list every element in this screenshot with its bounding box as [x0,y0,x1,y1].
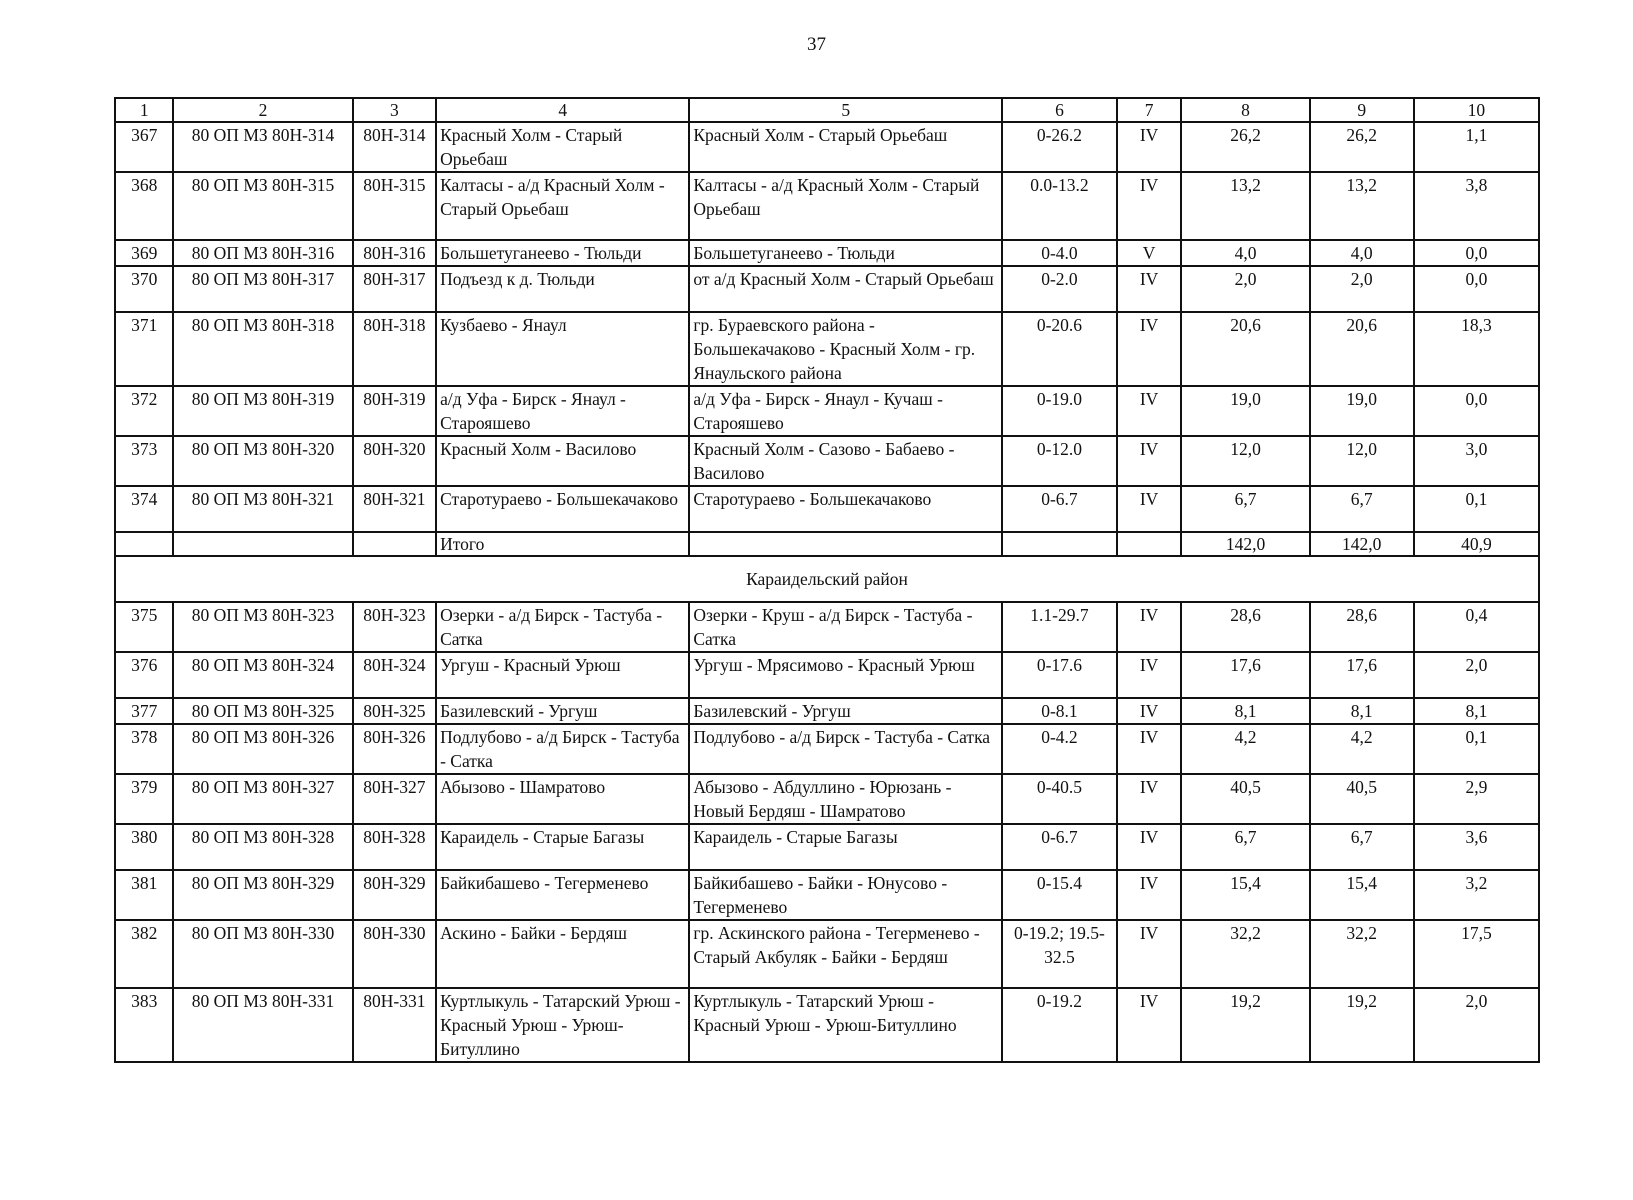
road-name-cell: Подлубово - а/д Бирск - Тастуба - Сатка [436,724,689,774]
road-name-cell: Озерки - а/д Бирск - Тастуба - Сатка [436,602,689,652]
length-cell: 12,0 [1181,436,1309,486]
length-cell: 40,5 [1181,774,1309,824]
road-category-cell: IV [1117,122,1182,172]
road-id-cell: 80 ОП МЗ 80Н-317 [173,266,352,312]
table-row [115,312,1539,386]
value-cell: 0,0 [1414,266,1539,312]
km-range-cell: 0-15.4 [1002,870,1117,920]
length-cell: 20,6 [1181,312,1309,386]
total-length: 142,0 [1181,532,1309,556]
value-cell: 18,3 [1414,312,1539,386]
table-row [115,486,1539,532]
table-row [115,920,1539,988]
road-id-cell: 80 ОП МЗ 80Н-324 [173,652,352,698]
value-cell: 0,1 [1414,724,1539,774]
length-cell: 2,0 [1181,266,1309,312]
table-section-krasnokamsky [115,122,1539,532]
road-id-cell: 80 ОП МЗ 80Н-329 [173,870,352,920]
length-cell: 32,2 [1181,920,1309,988]
row-number-cell: 370 [115,266,173,312]
column-header: 5 [689,98,1002,122]
km-range-cell: 0-6.7 [1002,824,1117,870]
header-row [115,98,1539,122]
length-2-cell: 6,7 [1310,824,1414,870]
column-header: 7 [1117,98,1182,122]
total-cell-empty [689,532,1002,556]
km-range-cell: 1.1-29.7 [1002,602,1117,652]
table-row [115,436,1539,486]
road-code-cell: 80Н-314 [353,122,436,172]
total-length-2: 142,0 [1310,532,1414,556]
value-cell: 1,1 [1414,122,1539,172]
road-name-cell: Старотураево - Большекачаково [436,486,689,532]
km-range-cell: 0-12.0 [1002,436,1117,486]
total-value: 40,9 [1414,532,1539,556]
row-number-cell: 382 [115,920,173,988]
road-id-cell: 80 ОП МЗ 80Н-315 [173,172,352,240]
road-route-cell: а/д Уфа - Бирск - Янаул - Кучаш - Старояшево [689,386,1002,436]
row-number-cell: 368 [115,172,173,240]
table-row [115,698,1539,724]
road-code-cell: 80Н-328 [353,824,436,870]
row-number-cell: 371 [115,312,173,386]
road-category-cell: IV [1117,386,1182,436]
table-row [115,988,1539,1062]
value-cell: 3,8 [1414,172,1539,240]
km-range-cell: 0-19.2 [1002,988,1117,1062]
row-number-cell: 374 [115,486,173,532]
table-row [115,652,1539,698]
road-id-cell: 80 ОП МЗ 80Н-321 [173,486,352,532]
length-cell: 4,0 [1181,240,1309,266]
road-name-cell: Кузбаево - Янаул [436,312,689,386]
road-category-cell: IV [1117,988,1182,1062]
road-code-cell: 80Н-315 [353,172,436,240]
value-cell: 2,9 [1414,774,1539,824]
column-header: 8 [1181,98,1309,122]
table-row [115,602,1539,652]
table-section-karaidelsky [115,602,1539,1062]
road-id-cell: 80 ОП МЗ 80Н-323 [173,602,352,652]
km-range-cell: 0-19.0 [1002,386,1117,436]
road-category-cell: IV [1117,602,1182,652]
road-code-cell: 80Н-319 [353,386,436,436]
road-route-cell: Ургуш - Мрясимово - Красный Урюш [689,652,1002,698]
value-cell: 2,0 [1414,988,1539,1062]
road-code-cell: 80Н-323 [353,602,436,652]
total-label: Итого [436,532,689,556]
road-name-cell: Абызово - Шамратово [436,774,689,824]
km-range-cell: 0-8.1 [1002,698,1117,724]
road-code-cell: 80Н-321 [353,486,436,532]
road-route-cell: гр. Бураевского района - Большекачаково - Красный Холм - гр. Янаульского района [689,312,1002,386]
km-range-cell: 0.0-13.2 [1002,172,1117,240]
table-row [115,240,1539,266]
table-row [115,172,1539,240]
column-header: 6 [1002,98,1117,122]
length-cell: 6,7 [1181,486,1309,532]
length-cell: 19,2 [1181,988,1309,1062]
road-name-cell: а/д Уфа - Бирск - Янаул - Старояшево [436,386,689,436]
length-cell: 28,6 [1181,602,1309,652]
table-row [115,266,1539,312]
column-header: 2 [173,98,352,122]
table-row [115,774,1539,824]
road-category-cell: IV [1117,698,1182,724]
road-category-cell: IV [1117,266,1182,312]
row-number-cell: 379 [115,774,173,824]
table-row [115,122,1539,172]
road-code-cell: 80Н-317 [353,266,436,312]
length-cell: 4,2 [1181,724,1309,774]
table-row [115,824,1539,870]
district-heading: Караидельский район [115,556,1539,602]
road-code-cell: 80Н-331 [353,988,436,1062]
road-name-cell: Аскино - Байки - Бердяш [436,920,689,988]
row-number-cell: 367 [115,122,173,172]
length-cell: 26,2 [1181,122,1309,172]
road-code-cell: 80Н-327 [353,774,436,824]
length-2-cell: 15,4 [1310,870,1414,920]
total-cell-empty [1002,532,1117,556]
length-2-cell: 19,2 [1310,988,1414,1062]
total-cell-empty [1117,532,1182,556]
length-2-cell: 40,5 [1310,774,1414,824]
table-row [115,724,1539,774]
km-range-cell: 0-40.5 [1002,774,1117,824]
km-range-cell: 0-6.7 [1002,486,1117,532]
row-number-cell: 383 [115,988,173,1062]
road-name-cell: Караидель - Старые Багазы [436,824,689,870]
row-number-cell: 381 [115,870,173,920]
total-cell-empty [353,532,436,556]
road-id-cell: 80 ОП МЗ 80Н-326 [173,724,352,774]
road-id-cell: 80 ОП МЗ 80Н-319 [173,386,352,436]
length-2-cell: 19,0 [1310,386,1414,436]
road-category-cell: IV [1117,486,1182,532]
road-id-cell: 80 ОП МЗ 80Н-330 [173,920,352,988]
table-row [115,386,1539,436]
road-category-cell: IV [1117,774,1182,824]
road-route-cell: Красный Холм - Сазово - Бабаево - Василово [689,436,1002,486]
road-id-cell: 80 ОП МЗ 80Н-327 [173,774,352,824]
length-2-cell: 32,2 [1310,920,1414,988]
road-category-cell: IV [1117,172,1182,240]
road-route-cell: Подлубово - а/д Бирск - Тастуба - Сатка [689,724,1002,774]
length-2-cell: 28,6 [1310,602,1414,652]
road-id-cell: 80 ОП МЗ 80Н-316 [173,240,352,266]
road-route-cell: Куртлыкуль - Татарский Урюш - Красный Урюш - Урюш-Битуллино [689,988,1002,1062]
road-id-cell: 80 ОП МЗ 80Н-328 [173,824,352,870]
value-cell: 3,2 [1414,870,1539,920]
km-range-cell: 0-4.2 [1002,724,1117,774]
road-name-cell: Красный Холм - Василово [436,436,689,486]
column-header: 9 [1310,98,1414,122]
length-cell: 17,6 [1181,652,1309,698]
length-2-cell: 4,0 [1310,240,1414,266]
length-2-cell: 6,7 [1310,486,1414,532]
road-category-cell: IV [1117,920,1182,988]
length-2-cell: 12,0 [1310,436,1414,486]
length-2-cell: 8,1 [1310,698,1414,724]
roads-table [114,97,1540,1063]
road-category-cell: IV [1117,436,1182,486]
road-route-cell: Озерки - Круш - а/д Бирск - Тастуба - Сатка [689,602,1002,652]
road-name-cell: Подъезд к д. Тюльди [436,266,689,312]
table-row [115,870,1539,920]
road-id-cell: 80 ОП МЗ 80Н-320 [173,436,352,486]
value-cell: 2,0 [1414,652,1539,698]
row-number-cell: 380 [115,824,173,870]
page-number: 37 [807,34,826,55]
road-category-cell: IV [1117,724,1182,774]
value-cell: 0,0 [1414,386,1539,436]
length-cell: 8,1 [1181,698,1309,724]
length-cell: 15,4 [1181,870,1309,920]
road-name-cell: Базилевский - Ургуш [436,698,689,724]
column-header: 4 [436,98,689,122]
road-name-cell: Байкибашево - Тегерменево [436,870,689,920]
road-code-cell: 80Н-326 [353,724,436,774]
km-range-cell: 0-19.2; 19.5-32.5 [1002,920,1117,988]
road-route-cell: Калтасы - а/д Красный Холм - Старый Орьебаш [689,172,1002,240]
road-id-cell: 80 ОП МЗ 80Н-318 [173,312,352,386]
total-row [115,532,1539,556]
road-code-cell: 80Н-325 [353,698,436,724]
value-cell: 17,5 [1414,920,1539,988]
row-number-cell: 373 [115,436,173,486]
road-code-cell: 80Н-330 [353,920,436,988]
row-number-cell: 376 [115,652,173,698]
road-name-cell: Ургуш - Красный Урюш [436,652,689,698]
road-route-cell: Абызово - Абдуллино - Юрюзань - Новый Бердяш - Шамратово [689,774,1002,824]
value-cell: 0,1 [1414,486,1539,532]
road-id-cell: 80 ОП МЗ 80Н-314 [173,122,352,172]
length-cell: 19,0 [1181,386,1309,436]
road-name-cell: Красный Холм - Старый Орьебаш [436,122,689,172]
road-route-cell: Красный Холм - Старый Орьебаш [689,122,1002,172]
length-cell: 6,7 [1181,824,1309,870]
length-2-cell: 4,2 [1310,724,1414,774]
value-cell: 0,4 [1414,602,1539,652]
road-id-cell: 80 ОП МЗ 80Н-325 [173,698,352,724]
road-category-cell: IV [1117,824,1182,870]
road-category-cell: V [1117,240,1182,266]
km-range-cell: 0-20.6 [1002,312,1117,386]
value-cell: 8,1 [1414,698,1539,724]
column-header: 10 [1414,98,1539,122]
road-code-cell: 80Н-329 [353,870,436,920]
road-category-cell: IV [1117,312,1182,386]
road-code-cell: 80Н-318 [353,312,436,386]
value-cell: 3,0 [1414,436,1539,486]
length-2-cell: 20,6 [1310,312,1414,386]
total-cell-empty [115,532,173,556]
road-code-cell: 80Н-316 [353,240,436,266]
value-cell: 0,0 [1414,240,1539,266]
road-category-cell: IV [1117,652,1182,698]
length-2-cell: 2,0 [1310,266,1414,312]
length-2-cell: 26,2 [1310,122,1414,172]
km-range-cell: 0-17.6 [1002,652,1117,698]
length-cell: 13,2 [1181,172,1309,240]
value-cell: 3,6 [1414,824,1539,870]
road-route-cell: от а/д Красный Холм - Старый Орьебаш [689,266,1002,312]
road-code-cell: 80Н-320 [353,436,436,486]
road-route-cell: Базилевский - Ургуш [689,698,1002,724]
km-range-cell: 0-2.0 [1002,266,1117,312]
road-name-cell: Калтасы - а/д Красный Холм - Старый Орьебаш [436,172,689,240]
row-number-cell: 375 [115,602,173,652]
table-total-section [115,532,1539,602]
column-header: 1 [115,98,173,122]
road-id-cell: 80 ОП МЗ 80Н-331 [173,988,352,1062]
km-range-cell: 0-4.0 [1002,240,1117,266]
road-route-cell: Караидель - Старые Багазы [689,824,1002,870]
length-2-cell: 13,2 [1310,172,1414,240]
road-code-cell: 80Н-324 [353,652,436,698]
road-route-cell: Байкибашево - Байки - Юнусово - Тегерменево [689,870,1002,920]
road-name-cell: Куртлыкуль - Татарский Урюш - Красный Урюш - Урюш-Битуллино [436,988,689,1062]
row-number-cell: 372 [115,386,173,436]
column-header: 3 [353,98,436,122]
row-number-cell: 369 [115,240,173,266]
road-route-cell: Старотураево - Большекачаково [689,486,1002,532]
km-range-cell: 0-26.2 [1002,122,1117,172]
road-category-cell: IV [1117,870,1182,920]
total-cell-empty [173,532,352,556]
road-name-cell: Большетуганеево - Тюльди [436,240,689,266]
road-route-cell: гр. Аскинского района - Тегерменево - Старый Акбуляк - Байки - Бердяш [689,920,1002,988]
road-route-cell: Большетуганеево - Тюльди [689,240,1002,266]
length-2-cell: 17,6 [1310,652,1414,698]
row-number-cell: 378 [115,724,173,774]
row-number-cell: 377 [115,698,173,724]
district-heading-row [115,556,1539,602]
